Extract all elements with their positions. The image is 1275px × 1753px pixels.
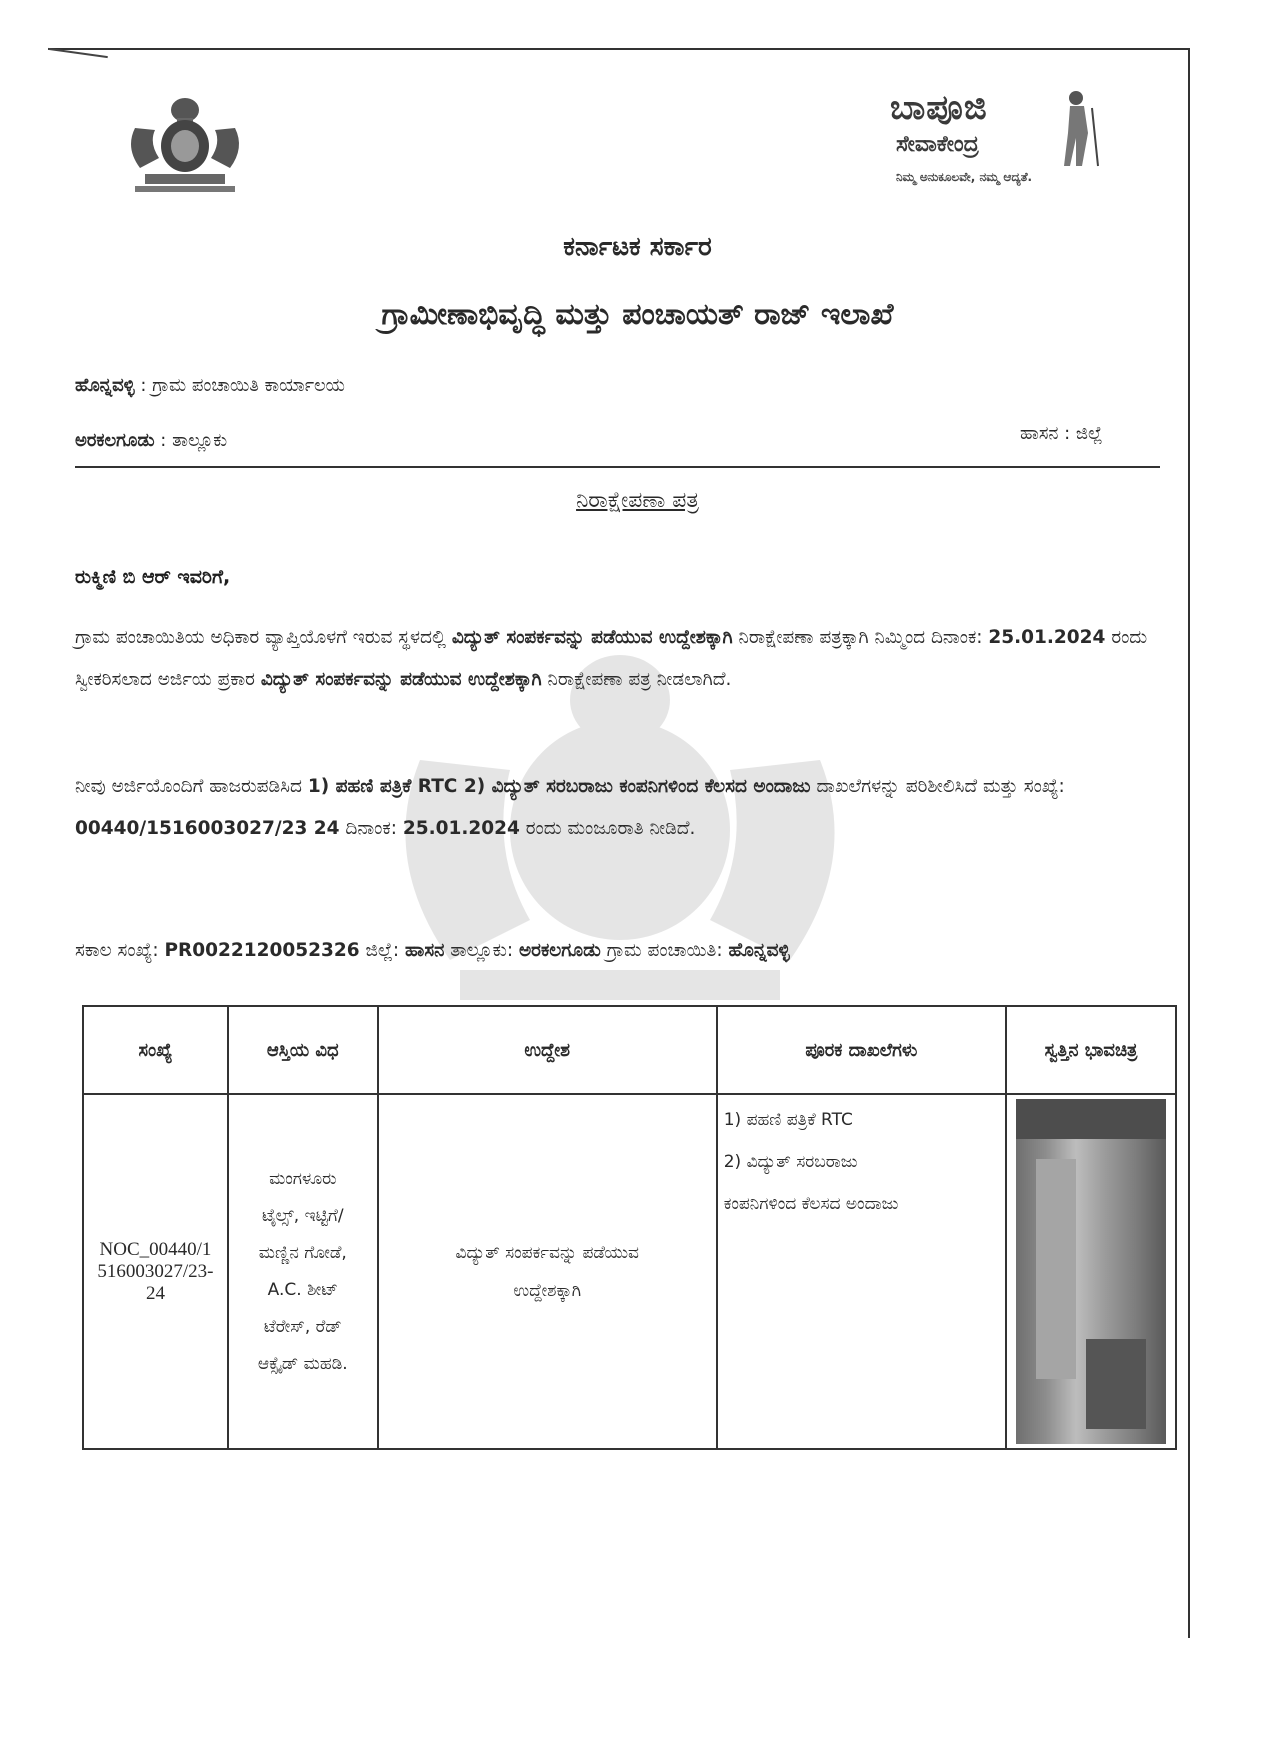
p1-text-f: ನಿರಾಕ್ಷೇಪಣಾ ಪತ್ರ ನೀಡಲಾಗಿದೆ. — [541, 669, 732, 690]
taluk-name: ಅರಕಲಗೂಡು — [75, 430, 155, 451]
document-item-2: 2) ವಿದ್ಯುತ್ ಸರಬರಾಜು — [723, 1152, 858, 1172]
header-number: ಸಂಖ್ಯೆ — [83, 1006, 228, 1094]
taluk-suffix: : ತಾಲ್ಲೂಕು — [154, 430, 228, 451]
p2-text-c: ದಿನಾಂಕ: — [339, 818, 403, 839]
page-border-right — [1188, 48, 1190, 1638]
sakala-line — [75, 930, 1165, 972]
noc-number-line3: 24 — [145, 1282, 165, 1304]
p2-text-a: ನೀವು ಅರ್ಜಿಯೊಂದಿಗೆ ಹಾಜರುಪಡಿಸಿದ — [75, 776, 308, 797]
cell-documents — [717, 1094, 1006, 1449]
property-type-line1: ಮಂಗಳೂರು — [269, 1168, 337, 1189]
header-divider — [75, 466, 1160, 468]
cell-purpose — [378, 1094, 717, 1449]
p2-number: 00440/1516003027/23 24 — [75, 818, 340, 839]
property-type-line3: ಮಣ್ಣಿನ ಗೋಡೆ, — [258, 1242, 347, 1263]
purpose-line2: ಉದ್ದೇಶಕ್ಕಾಗಿ — [513, 1280, 582, 1301]
p2-documents: 1) ಪಹಣಿ ಪತ್ರಿಕೆ RTC 2) ವಿದ್ಯುತ್ ಸರಬರಾಜು ಕಂಪನಿಗಳಿಂದ ಕೆಲಸದ ಅಂದಾಜು — [307, 776, 811, 797]
property-type-line6: ಆಕ್ಸೈಡ್ ಮಹಡಿ. — [257, 1353, 348, 1374]
office-line — [75, 375, 345, 396]
p2-text-b: ದಾಖಲೆಗಳನ್ನು ಪರಿಶೀಲಿಸಿದೆ ಮತ್ತು ಸಂಖ್ಯೆ: — [810, 776, 1065, 797]
cell-noc-number — [83, 1094, 228, 1449]
logo-subtitle: ಸೇವಾಕೇಂದ್ರ — [896, 132, 979, 157]
recipient: ರುಕ್ಮಿಣಿ ಬಿ ಆರ್ ಇವರಿಗೆ, — [75, 566, 231, 588]
taluk-label: ತಾಲ್ಲೂಕು: — [444, 940, 519, 961]
table-header-row — [83, 1006, 1176, 1094]
cell-property-type — [228, 1094, 378, 1449]
p1-text-d: ರಂದು ಸ್ವೀಕರಿಸಲಾದ ಅರ್ಜಿಯ ಪ್ರಕಾರ — [75, 627, 1148, 690]
taluk-line — [75, 430, 227, 451]
department-title: ಗ್ರಾಮೀಣಾಭಿವೃದ್ಧಿ ಮತ್ತು ಪಂಚಾಯತ್ ರಾಜ್ ಇಲಾಖೆ — [381, 297, 894, 332]
p1-date: 25.01.2024 — [988, 627, 1106, 648]
property-photo — [1016, 1099, 1166, 1444]
p1-text-c: ನಿರಾಕ್ಷೇಪಣಾ ಪತ್ರಕ್ಕಾಗಿ ನಿಮ್ಮಿಂದ ದಿನಾಂಕ: — [732, 627, 989, 648]
logo-title: ಬಾಪೂಜಿ — [890, 88, 988, 128]
property-type-line2: ಟೈಲ್ಸ್, ಇಟ್ಟಿಗೆ/ — [262, 1205, 344, 1226]
document-item-1: 1) ಪಹಣಿ ಪತ್ರಿಕೆ RTC — [723, 1110, 853, 1130]
village-suffix: : ಗ್ರಾಮ ಪಂಚಾಯಿತಿ ಕಾರ್ಯಾಲಯ — [134, 375, 345, 396]
paragraph-2 — [75, 766, 1165, 850]
logo-tagline: ನಿಮ್ಮ ಅನುಕೂಲವೇ, ನಮ್ಮ ಆದ್ಯತೆ. — [896, 170, 1033, 184]
property-type-line4: A.C. ಶೀಟ್ — [267, 1279, 338, 1300]
district-line: ಹಾಸನ : ಜಿಲ್ಲೆ — [1020, 423, 1103, 444]
p2-date: 25.01.2024 — [402, 818, 520, 839]
header-photo: ಸ್ವತ್ತಿನ ಭಾವಚಿತ್ರ — [1006, 1006, 1176, 1094]
bapuji-sevakendra-logo — [890, 88, 1115, 198]
p1-text-a: ಗ್ರಾಮ ಪಂಚಾಯಿತಿಯ ಅಧಿಕಾರ ವ್ಯಾಪ್ತಿಯೊಳಗೆ ಇರುವ ಸ್ಥಳದಲ್ಲಿ — [75, 627, 452, 648]
header-documents: ಪೂರಕ ದಾಖಲೆಗಳು — [717, 1006, 1006, 1094]
table-row — [83, 1094, 1176, 1449]
noc-number-line1: NOC_00440/1 — [99, 1238, 212, 1260]
page-border-top — [48, 48, 1188, 50]
noc-number-line2: 516003027/23- — [97, 1260, 214, 1282]
sakala-label: ಸಕಾಲ ಸಂಖ್ಯೆ: — [75, 940, 165, 961]
gp-value: ಹೊನ್ನವಳ್ಳಿ — [728, 940, 790, 961]
p1-purpose-2: ವಿದ್ಯುತ್ ಸಂಪರ್ಕವನ್ನು ಪಡೆಯುವ ಉದ್ದೇಶಕ್ಕಾಗಿ — [260, 669, 542, 690]
taluk-value: ಅರಕಲಗೂಡು — [518, 940, 601, 961]
karnataka-emblem-icon — [115, 88, 255, 198]
village-name: ಹೊನ್ನವಳ್ಳಿ — [75, 375, 135, 396]
header-purpose: ಉದ್ದೇಶ — [378, 1006, 717, 1094]
p2-text-d: ರಂದು ಮಂಜೂರಾತಿ ನೀಡಿದೆ. — [519, 818, 696, 839]
district-value: ಹಾಸನ — [404, 940, 445, 961]
document-subject: ನಿರಾಕ್ಷೇಪಣಾ ಪತ್ರ — [576, 488, 699, 513]
paragraph-1 — [75, 617, 1165, 701]
district-label: ಜಿಲ್ಲೆ: — [359, 940, 405, 961]
property-type-line5: ಟೆರೇಸ್, ರೆಡ್ — [263, 1316, 342, 1337]
document-item-2-cont: ಕಂಪನಿಗಳಿಂದ ಕೆಲಸದ ಅಂದಾಜು — [723, 1194, 899, 1214]
noc-details-table — [82, 1005, 1177, 1450]
government-title: ಕರ್ನಾಟಕ ಸರ್ಕಾರ — [563, 232, 712, 262]
header-property-type: ಆಸ್ತಿಯ ವಿಧ — [228, 1006, 378, 1094]
sakala-number: PR0022120052326 — [164, 940, 360, 961]
gp-label: ಗ್ರಾಮ ಪಂಚಾಯಿತಿ: — [600, 940, 729, 961]
p1-purpose: ವಿದ್ಯುತ್ ಸಂಪರ್ಕವನ್ನು ಪಡೆಯುವ ಉದ್ದೇಶಕ್ಕಾಗಿ — [451, 627, 733, 648]
purpose-line1: ವಿದ್ಯುತ್ ಸಂಪರ್ಕವನ್ನು ಪಡೆಯುವ — [455, 1242, 639, 1263]
cell-photo — [1006, 1094, 1176, 1449]
gandhi-figure-icon — [1040, 88, 1110, 168]
